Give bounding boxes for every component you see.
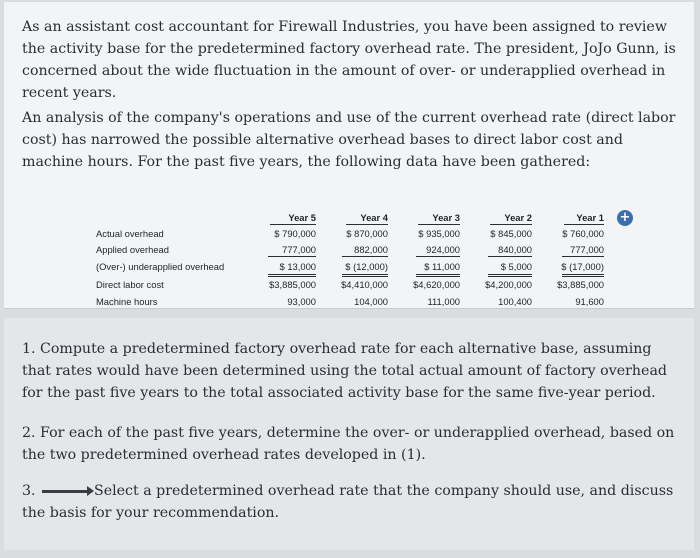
arrow-icon [42, 490, 88, 493]
overhead-data-table [96, 210, 636, 314]
table-cell: $ (17,000) [561, 261, 604, 272]
row-label-over-underapplied: (Over-) underapplied overhead [96, 261, 225, 272]
year-header: Year 5 [288, 212, 316, 223]
table-cell: 93,000 [287, 296, 316, 307]
question-1 [22, 338, 682, 404]
table-cell: 91,600 [575, 296, 604, 307]
table-cell: $4,200,000 [485, 279, 532, 290]
table-cell: 924,000 [426, 244, 460, 255]
year-header: Year 1 [576, 212, 604, 223]
table-cell: $3,885,000 [269, 279, 316, 290]
year-header: Year 4 [360, 212, 388, 223]
table-cell: $ 870,000 [346, 228, 388, 239]
question-number: 2. [22, 425, 36, 441]
question-2 [22, 422, 682, 466]
table-cell: $ 760,000 [562, 228, 604, 239]
row-label-direct-labor-cost: Direct labor cost [96, 279, 164, 290]
year-header: Year 2 [504, 212, 532, 223]
year-header: Year 3 [432, 212, 460, 223]
table-cell: 777,000 [282, 244, 316, 255]
table-cell: $ 11,000 [424, 261, 460, 272]
question-number: 3. [22, 483, 36, 499]
table-cell: $ (12,000) [345, 261, 388, 272]
questions-panel [4, 318, 694, 550]
intro-paragraph-2: An analysis of the company's operations and use of the current overhead rate (direct labor cost) has narrowed the possible alternative overhead bases to direct labor cost and machine hours. For the past five years, the following data have been gathered: [22, 110, 676, 170]
question-text: For each of the past five years, determine the over- or underapplied overhead, based on the two predetermined overhead rates developed in (1). [22, 425, 675, 463]
table-cell: $ 845,000 [490, 228, 532, 239]
question-text: Select a predetermined overhead rate that the company should use, and discuss the basis for your recommendation. [22, 483, 674, 521]
row-label-applied-overhead: Applied overhead [96, 244, 169, 255]
table-cell: 111,000 [427, 296, 460, 307]
question-text: Compute a predetermined factory overhead rate for each alternative base, assuming that rates would have been determined using the total actual amount of factory overhead for the past five years to the total associated activity base for the same five-year period. [22, 341, 667, 401]
intro-paragraph-1: As an assistant cost accountant for Firewall Industries, you have been assigned to review the activity base for the predetermined factory overhead rate. The president, JoJo Gunn, is concerned about the wide fluctuation in the amount of over- or underapplied overhead in recent years. [22, 19, 676, 101]
table-cell: $ 13,000 [279, 261, 316, 272]
row-label-machine-hours: Machine hours [96, 296, 158, 307]
table-cell: $ 5,000 [500, 261, 532, 272]
table-cell: $3,885,000 [557, 279, 604, 290]
plus-icon[interactable]: + [617, 210, 633, 226]
table-cell: 777,000 [570, 244, 604, 255]
table-cell: 100,400 [498, 296, 532, 307]
row-label-actual-overhead: Actual overhead [96, 228, 164, 239]
question-3 [22, 480, 682, 524]
table-cell: $ 935,000 [418, 228, 460, 239]
question-number: 1. [22, 341, 36, 357]
table-cell: 104,000 [354, 296, 388, 307]
table-cell: $4,410,000 [341, 279, 388, 290]
table-cell: 840,000 [498, 244, 532, 255]
table-cell: $ 790,000 [274, 228, 316, 239]
table-cell: 882,000 [354, 244, 388, 255]
table-cell: $4,620,000 [413, 279, 460, 290]
